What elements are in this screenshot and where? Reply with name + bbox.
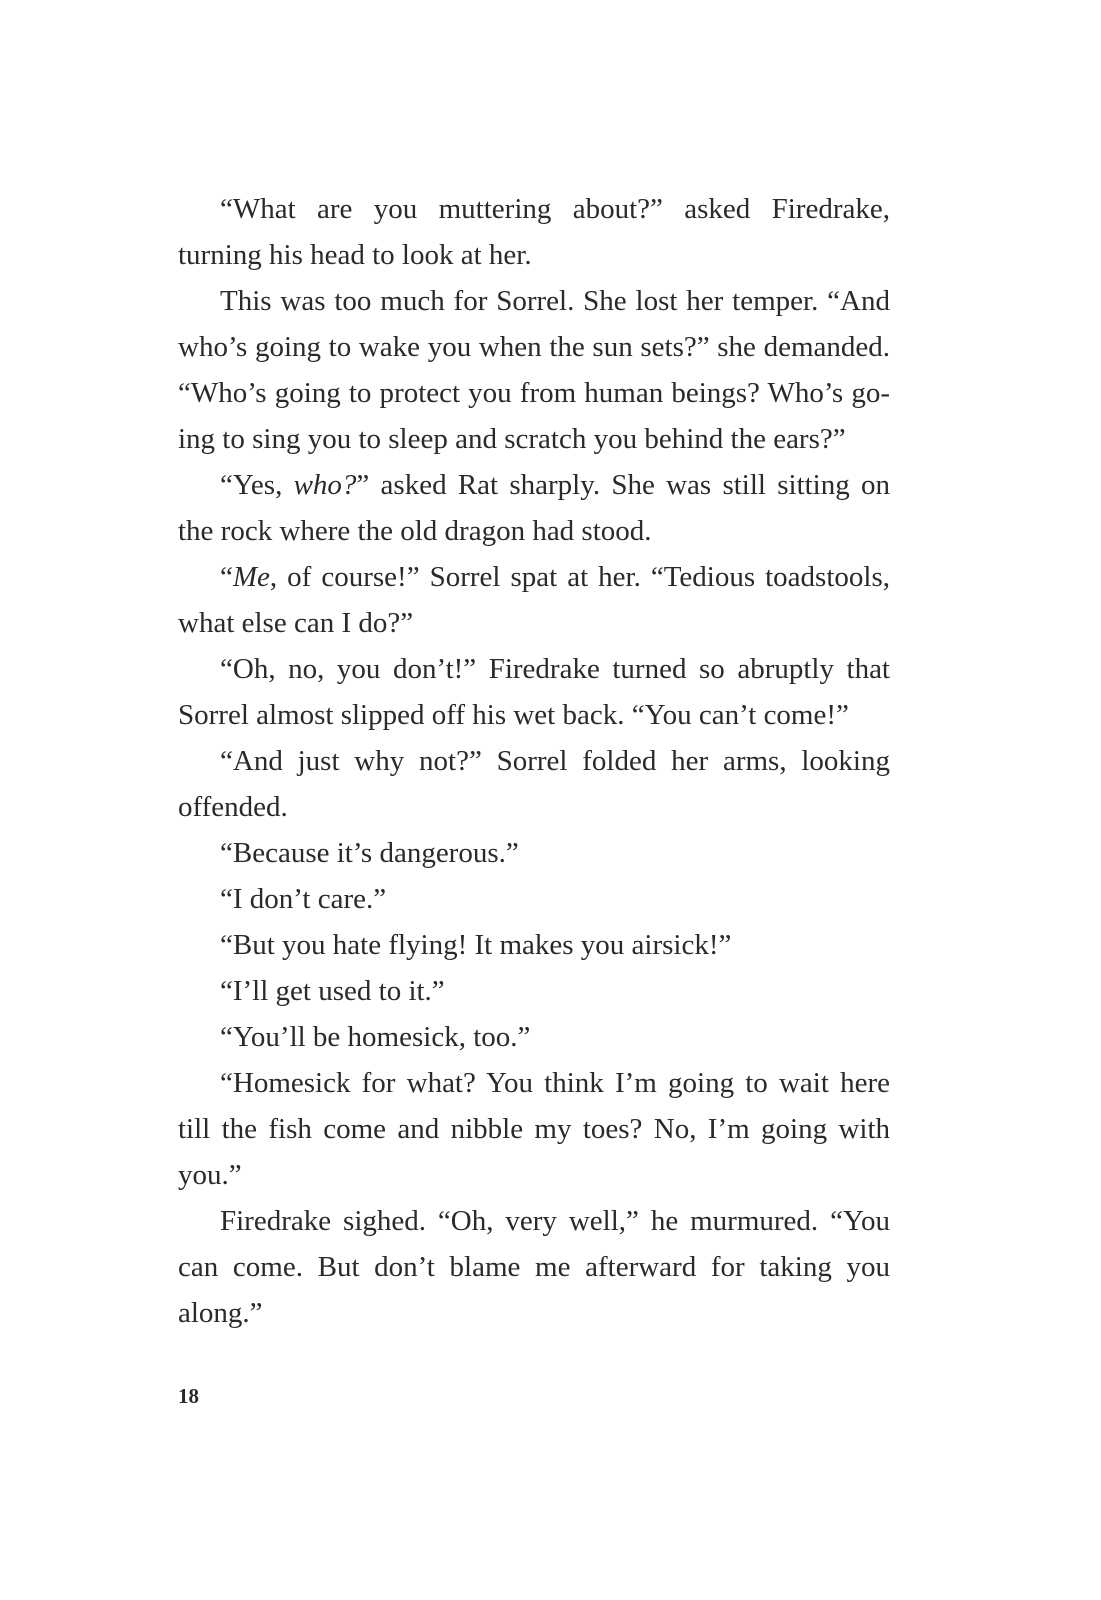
text-segment: “Homesick for what? You think I’m going to wait here till the fish come and nibble my toes? No, I’m going with you.”	[178, 1067, 890, 1191]
paragraph	[178, 968, 890, 1014]
text-segment: “I don’t care.”	[220, 883, 387, 915]
paragraph	[178, 646, 890, 738]
paragraph	[178, 278, 890, 462]
text-segment: “And just why not?” Sorrel folded her arms, looking offended.	[178, 745, 890, 823]
paragraph	[178, 462, 890, 554]
paragraph	[178, 1014, 890, 1060]
text-segment: “I’ll get used to it.”	[220, 975, 445, 1007]
text-segment: “Oh, no, you don’t!” Firedrake turned so abruptly that Sorrel almost slipped off his wet back. “You can’t come!”	[178, 653, 890, 731]
italic-text: who?	[293, 469, 357, 501]
paragraph	[178, 554, 890, 646]
text-segment: , of course!” Sorrel spat at her. “Tedious toadstools, what else can I do?”	[178, 561, 890, 639]
text-segment: “Yes,	[220, 469, 294, 501]
text-segment: “But you hate flying! It makes you airsick!”	[220, 929, 732, 961]
italic-text: Me	[232, 561, 270, 593]
text-segment: “	[220, 561, 233, 593]
paragraph	[178, 738, 890, 830]
text-segment: This was too much for Sorrel. She lost her temper. “And who’s going to wake you when the sun sets?” she demanded. “Who’s going to protect you from human beings? Who’s go- ing to sing you to sleep and scratch you behind the ears?”	[178, 285, 890, 455]
page-number: 18	[178, 1384, 199, 1408]
paragraph	[178, 186, 890, 278]
paragraph	[178, 1060, 890, 1198]
text-segment: ” asked Rat sharply. She was still sitting on the rock where the old dragon had stood.	[178, 469, 890, 547]
paragraph	[178, 830, 890, 876]
body-text	[178, 186, 890, 1336]
paragraph	[178, 876, 890, 922]
text-segment: “You’ll be homesick, too.”	[220, 1021, 531, 1053]
text-segment: Firedrake sighed. “Oh, very well,” he murmured. “You can come. But don’t blame me afterward for taking you along.”	[178, 1205, 890, 1329]
text-segment: “What are you muttering about?” asked Firedrake, turning his head to look at her.	[178, 193, 890, 271]
text-segment: “Because it’s dangerous.”	[220, 837, 519, 869]
paragraph	[178, 922, 890, 968]
paragraph	[178, 1198, 890, 1336]
